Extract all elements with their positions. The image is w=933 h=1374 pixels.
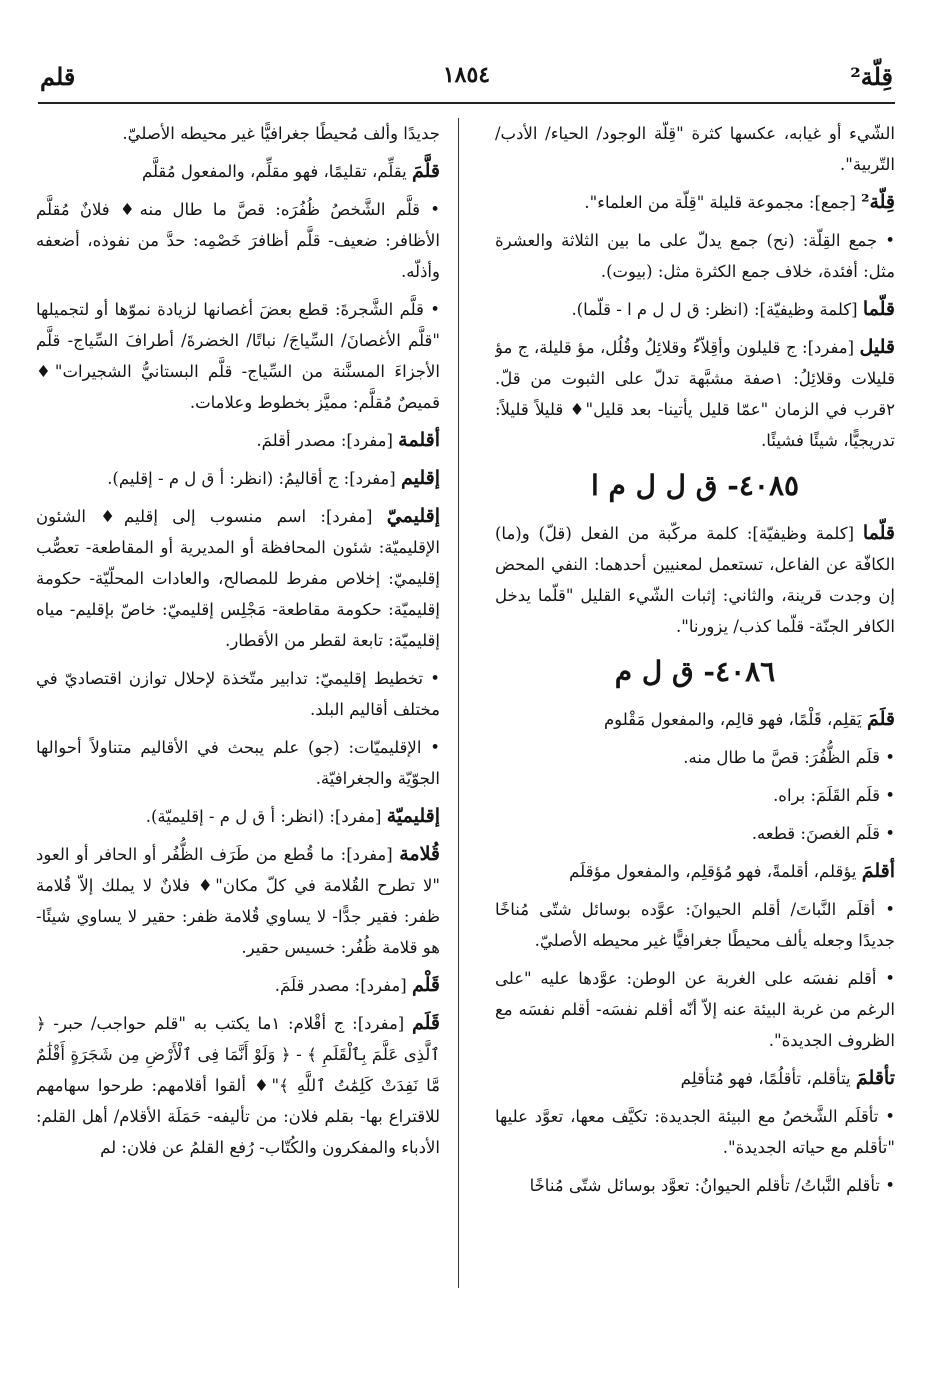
root-heading: ٤٠٨٥- ق ل ل م ا xyxy=(590,469,800,502)
dictionary-entry: • أقلَم النَّباتَ/ أقلم الحيوانَ: عوَّده بوسائل شتّى مُناخًا جديدًا وجعله يألف محيطًا جغرافيًّا غير محيطه الأصليّ. xyxy=(495,900,895,950)
dictionary-entry: قِلّة² [جمع]: مجموعة قليلة "قِلّة من العلماء". xyxy=(584,191,895,213)
headword: قلّما xyxy=(862,522,895,544)
dictionary-entry: قَلَم [مفرد]: ج أقْلام: ١ما يكتب به "قلم حواجب/ حبر- ﴿ ٱلَّذِى عَلَّمَ بِٱلْقَلَمِ ﴾ - ﴿ وَلَوْ أَنَّمَا فِى ٱلْأَرْضِ مِن شَجَرَةٍ أَقْلَٰمٌ مَّا نَفِدَتْ كَلِمَٰتُ ٱللَّهِ ﴾"♦ ألقوا أقلامهم: طرحوا سهامهم للاقتراع بها- بقلم فلان: من تأليفه- حَمَلَة الأقلام/ أهل القلم: الأدباء والمفكرون والكُتّاب- رُفع القلمُ عن فلان: لم xyxy=(36,1012,440,1157)
left-column xyxy=(36,118,440,1288)
dictionary-entry: قُلامة [مفرد]: ما قُطع من طَرَف الظُّفُر أو الحافر أو العود "لا تطرح القُلامة في كلّ مكان"♦ فلانٌ لا يملك إلاّ قُلامة ظفر: فقير جدًّا- لا يساوي قُلامة ظفر: حقير لا يساوي شيئًا- هو قلامة ظُفُر: خسيس حقير. xyxy=(36,843,440,957)
running-head-first: قِلّة² xyxy=(850,62,893,91)
headword: قِلّة² xyxy=(861,191,895,213)
page-header xyxy=(40,56,893,96)
dictionary-entry: • أقلم نفسَه على الغربة عن الوطن: عوَّدها عليه "على الرغم من غربة البيئة عنه إلاّ أنّه أقلم نفسَه- أقلم نفسَه مع الظروف الجديدة". xyxy=(495,969,895,1050)
dictionary-entry: أقلمَ يؤقلم، أقلمةً، فهو مُؤقلِم، والمفعول مؤقلَم xyxy=(569,860,895,882)
dictionary-entry: إقليميّ [مفرد]: اسم منسوب إلى إقليم♦ الشئون الإقليميّة: شئون المحافظة أو المديرية أو المقاطعة- تعصُّب إقليميّ: إخلاص مفرط للمصالح، والعادات المحلّيّة- حكومة إقليميّة: حكومة مقاطعة- مَجْلِس إقليميّ: خاصّ بإقليم- مياه إقليميّة: تابعة لقطر من الأقطار. xyxy=(36,505,440,650)
dictionary-entry: إقليم [مفرد]: ج أقاليمُ: (انظر: أ ق ل م - إقليم). xyxy=(107,467,440,489)
headword: أقلمَ xyxy=(861,860,895,882)
dictionary-entry: تأقلمَ يتأقلم، تأقلُمًا، فهو مُتأقلِم xyxy=(680,1067,895,1089)
running-head-last: قلم xyxy=(40,62,76,91)
dictionary-entry: قلَمَ يَقلِم، قَلْمًا، فهو قالِم، والمفعول مَقْلوم xyxy=(603,708,895,730)
headword: أقلمة xyxy=(398,429,440,451)
headword: إقليميّة xyxy=(386,805,440,827)
dictionary-entry: • تخطيط إقليميّ: تدابير متّخذة لإحلال توازن اقتصاديّ في مختلف أقاليم البلد. xyxy=(36,669,440,719)
headword: قليل xyxy=(859,336,895,358)
dictionary-entry: قَلْم [مفرد]: مصدر قلَمَ. xyxy=(274,974,440,996)
right-column xyxy=(495,118,895,1288)
headword: إقليميّ xyxy=(386,505,440,527)
headword: تأقلمَ xyxy=(855,1067,895,1089)
headword: قلَمَ xyxy=(866,708,895,730)
dictionary-entry: • قلَم الغصنَ: قطعه. xyxy=(751,824,895,843)
column-divider xyxy=(458,118,459,1288)
dictionary-entry: • تأقلم النَّباتُ/ تأقلم الحيوانُ: تعوَّد بوسائل شتّى مُناخًا xyxy=(529,1176,895,1195)
dictionary-entry: قليل [مفرد]: ج قليلون وأقِلاّءُ وقلائِلُ وقُلُل، مؤ قليلة، ج مؤ قليلات وقلائِلُ: ١صفة مشبَّهة تدلّ على الثبوت من قلّ. ٢قرب في الزمان "عمّا قليل يأتينا- بعد قليل"♦ قليلاً قليلاً: تدريجيًّا، شيئًا فشيئًا. xyxy=(495,336,895,450)
dictionary-entry: إقليميّة [مفرد]: (انظر: أ ق ل م - إقليميّة). xyxy=(145,805,440,827)
headword: قلَّمَ xyxy=(411,160,440,182)
root-heading: ٤٠٨٦- ق ل م xyxy=(614,655,776,688)
dictionary-entry: الشّيء أو غيابه، عكسها كثرة "قِلّة الوجود/ الحياء/ الأدب/ التّربية". xyxy=(495,124,895,174)
dictionary-entry: • الإقليميّات: (جو) علم يبحث في الأقاليم متناولاً أحوالها الجوّيّة والجغرافيّة. xyxy=(36,738,440,788)
headword: قَلَم xyxy=(411,1012,440,1034)
dictionary-entry: قلّما [كلمة وظيفيّة]: كلمة مركّبة من الفعل (قلّ) و(ما) الكافّة عن الفاعل، تستعمل لمعنيين أحدهما: النفي المحض إن وجدت قرينة، والثاني: إثبات الشّيء القليل "قلّما يدخل الكافر الجنّة- قلّما كذب/ يزورنا". xyxy=(495,522,895,636)
dictionary-entry: • قلَّم الشَّخصُ ظُفُرَه: قصَّ ما طال منه♦ فلانٌ مُقلَّم الأظافر: ضعيف- قلَّم أظافرَ خَصْمِه: حدَّ من نفوذه، أضعفه وأذلّه. xyxy=(36,200,440,281)
page-number: ١٨٥٤ xyxy=(442,62,491,88)
dictionary-entry: • قلَم الظُّفُرَ: قصَّ ما طال منه. xyxy=(683,748,895,767)
dictionary-entry: • قلَم القَلَمَ: براه. xyxy=(773,786,895,805)
header-rule xyxy=(38,102,895,104)
dictionary-entry: • جمع القِلّة: (نح) جمع يدلّ على ما بين الثلاثة والعشرة مثل: أفئدة، خلاف جمع الكثرة مثل: (بيوت). xyxy=(495,231,895,281)
dictionary-entry: • قلَّم الشَّجرةَ: قطع بعضَ أغصانها لزيادة نموّها أو لتجميلها "قلَّم الأغصانَ/ السِّياجَ/ نباتًا/ الخضرةَ/ أطرافَ السِّياج- قلَّم الأجزاءَ المسنَّنة من السِّياج- قلَّم البستانيُّ الشجيرات"♦ قميصٌ مُقلَّم: مميَّز بخطوط وعلامات. xyxy=(36,300,440,412)
dictionary-entry: أقلمة [مفرد]: مصدر أقلمَ. xyxy=(256,429,440,451)
headword: قَلْم xyxy=(411,974,440,996)
dictionary-entry: قلّما [كلمة وظيفيّة]: (انظر: ق ل ل م ا - قلّما). xyxy=(571,298,895,320)
dictionary-entry: قلَّمَ يقلِّم، تقليمًا، فهو مقلِّم، والمفعول مُقلَّم xyxy=(141,160,440,182)
headword: إقليم xyxy=(400,467,440,489)
headword: قلّما xyxy=(862,298,895,320)
headword: قُلامة xyxy=(399,843,440,865)
dictionary-entry: • تأقلَم الشَّخصُ مع البيئة الجديدة: تكيَّف معها، تعوَّد عليها "تأقلم مع حياته الجديدة". xyxy=(495,1107,895,1157)
dictionary-entry: جديدًا وألف مُحيطًا جغرافيًّا غير محيطه الأصليّ. xyxy=(122,124,440,143)
